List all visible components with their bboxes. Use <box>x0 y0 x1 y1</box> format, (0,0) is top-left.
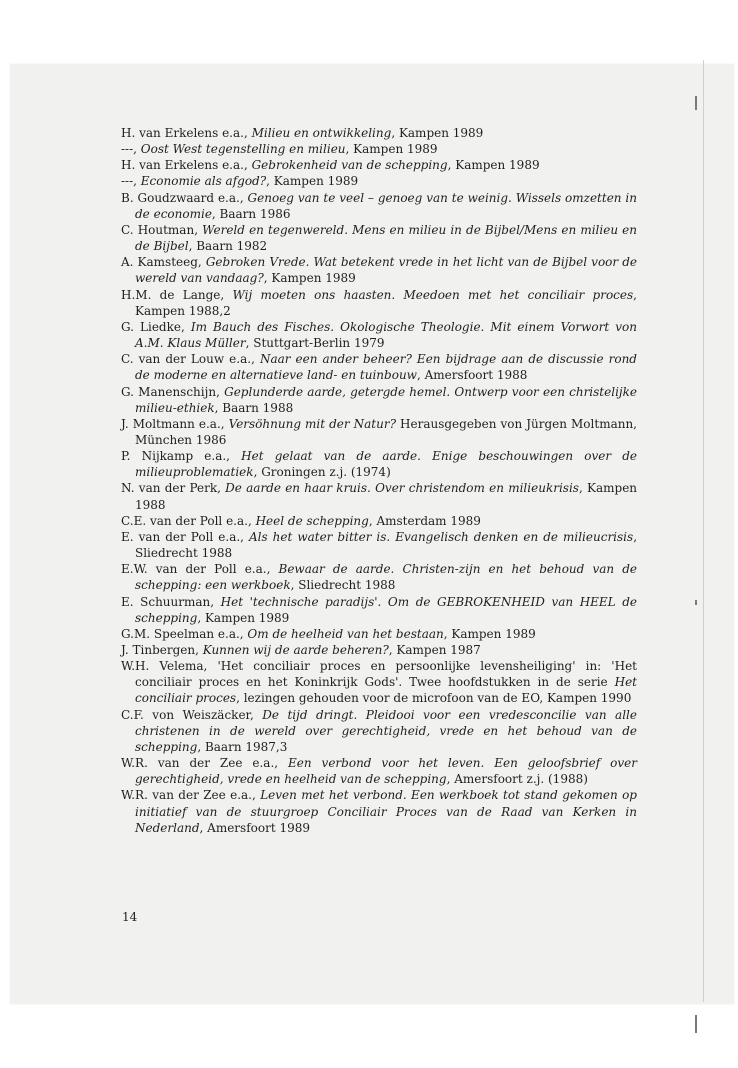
bibliography-entry: C. van der Louw e.a., Naar een ander beheer? Een bijdrage aan de discussie rond de moderne en alternatieve land- en tuinbouw, Amersfoort 1988 <box>121 352 637 383</box>
bibliography-list <box>121 125 637 836</box>
bibliography-entry: G. Manenschijn, Geplunderde aarde, getergde hemel. Ontwerp voor een christelijke milieu-ethiek, Baarn 1988 <box>121 384 638 415</box>
bibliography-entry: ---, Economie als afgod?, Kampen 1989 <box>121 174 359 189</box>
bibliography-entry: C. Houtman, Wereld en tegenwereld. Mens en milieu in de Bijbel/Mens en milieu en de Bijbel, Baarn 1982 <box>121 222 637 254</box>
bibliography-entry: E. Schuurman, Het 'technische paradijs'. Om de GEBROKENHEID van HEEL de schepping, Kampen 1989 <box>121 594 637 625</box>
bibliography-entry: A. Kamsteeg, Gebroken Vrede. Wat betekent vrede in het licht van de Bijbel voor de wereld van vandaag?, Kampen 1989 <box>121 255 637 286</box>
page-number: 14 <box>122 910 138 924</box>
bibliography-entry: J. Moltmann e.a., Versöhnung mit der Natur? Herausgegeben von Jürgen Moltmann, München 1986 <box>121 416 637 447</box>
bibliography-entry: W.R. van der Zee e.a., Een verbond voor het leven. Een geloofsbrief over gerechtigheid, vrede en heelheid van de schepping, Amersfoort z.j. (1988) <box>121 756 637 787</box>
bibliography-entry: C.F. von Weiszäcker, De tijd dringt. Pleidooi voor een vredesconcilie van alle christenen in de wereld over gerechtigheid, vrede en het behoud van de schepping, Baarn 1987,3 <box>121 707 637 754</box>
bibliography-entry: W.H. Velema, 'Het conciliair proces en persoonlijke levensheiliging' in: 'Het conciliair proces en het Koninkrijk Gods'. Twee hoofdstukken in de serie Het conciliair proces, lezingen gehouden voor de microfoon van de EO, Kampen 1990 <box>121 659 637 706</box>
page-edge-shadow <box>703 60 704 1002</box>
scan-mark <box>695 600 697 605</box>
bibliography-entry: C.E. van der Poll e.a., Heel de schepping, Amsterdam 1989 <box>121 513 481 528</box>
bibliography-entry: E.W. van der Poll e.a., Bewaar de aarde. Christen-zijn en het behoud van de schepping: een werkboek, Sliedrecht 1988 <box>121 562 637 593</box>
bibliography-entry: E. van der Poll e.a., Als het water bitter is. Evangelisch denken en de milieucrisis, Sliedrecht 1988 <box>121 529 638 561</box>
bibliography-entry: G.M. Speelman e.a., Om de heelheid van het bestaan, Kampen 1989 <box>121 626 536 641</box>
scan-mark <box>695 96 697 110</box>
bibliography-entry: N. van der Perk, De aarde en haar kruis. Over christendom en milieukrisis, Kampen 1988 <box>121 481 638 512</box>
bibliography-entry: P. Nijkamp e.a., Het gelaat van de aarde. Enige beschouwingen over de milieuproblematiek, Groningen z.j. (1974) <box>121 449 637 480</box>
bibliography-entry: B. Goudzwaard e.a., Genoeg van te veel – genoeg van te weinig. Wissels omzetten in de economie, Baarn 1986 <box>121 190 637 221</box>
bibliography-entry: H.M. de Lange, Wij moeten ons haasten. Meedoen met het conciliair proces, Kampen 1988,2 <box>121 287 637 318</box>
scan-mark <box>695 1015 697 1033</box>
bibliography-entry: H. van Erkelens e.a., Milieu en ontwikkeling, Kampen 1989 <box>121 126 484 140</box>
bibliography-entry: J. Tinbergen, Kunnen wij de aarde beheren?, Kampen 1987 <box>121 643 481 657</box>
bibliography-entry: H. van Erkelens e.a., Gebrokenheid van de schepping, Kampen 1989 <box>121 158 540 173</box>
bibliography-entry: W.R. van der Zee e.a., Leven met het verbond. Een werkboek tot stand gekomen op initiatief van de stuurgroep Conciliair Proces van de Raad van Kerken in Nederland, Amersfoort 1989 <box>121 788 637 835</box>
bibliography-entry: ---, Oost West tegenstelling en milieu, Kampen 1989 <box>121 142 438 157</box>
bibliography-entry: G. Liedke, Im Bauch des Fisches. Okologische Theologie. Mit einem Vorwort von A.M. Klaus Müller, Stuttgart-Berlin 1979 <box>121 319 637 351</box>
